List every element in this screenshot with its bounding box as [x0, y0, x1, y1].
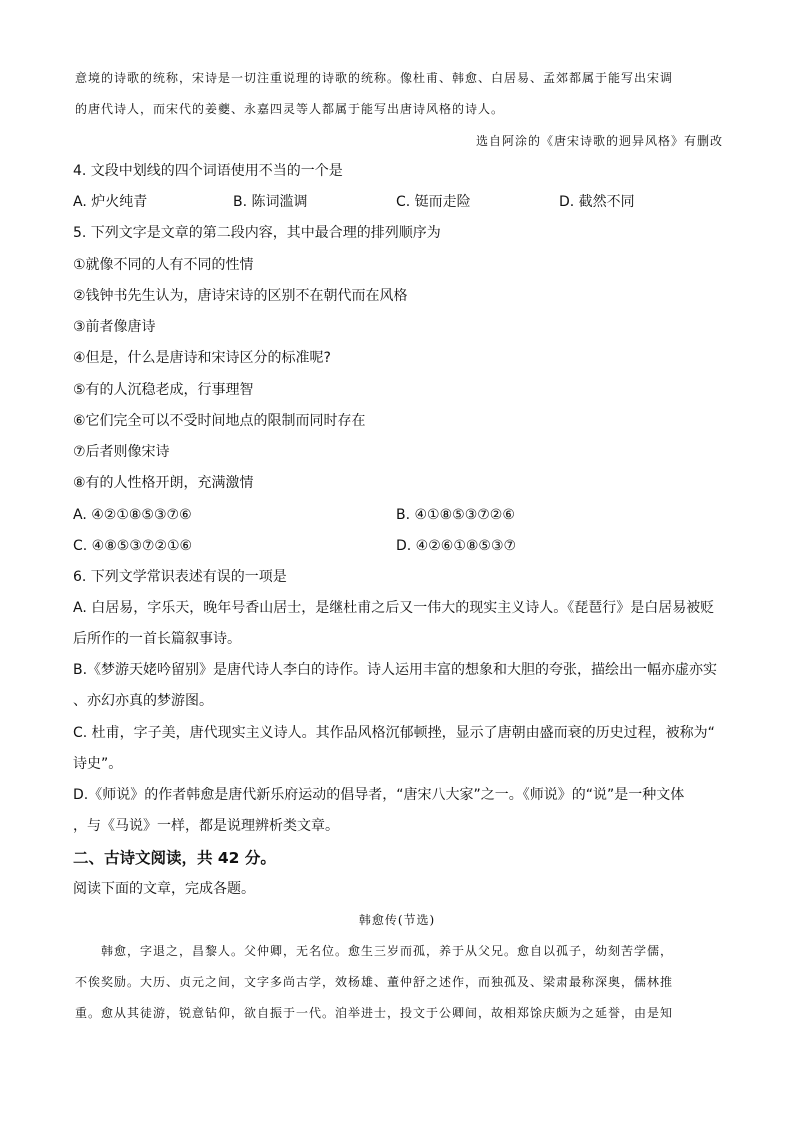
question-6-stem: 6. 下列文学常识表述有误的一项是 — [73, 569, 287, 585]
passage-line: 韩愈，字退之，昌黎人。父仲卿，无名位。愈生三岁而孤，养于从父兄。愈自以孤子，幼刻苦学儒， — [101, 944, 674, 958]
q4-option-c: C. 铤而走险 — [396, 194, 471, 210]
question-5-stem: 5. 下列文字是文章的第二段内容，其中最合理的排列顺序为 — [73, 225, 441, 241]
q4-option-b: B. 陈词滥调 — [233, 194, 308, 210]
section-instruction: 阅读下面的文章，完成各题。 — [73, 881, 255, 897]
passage-line: 意境的诗歌的统称，宋诗是一切注重说理的诗歌的统称。像杜甫、韩愈、白居易、孟郊都属于能写出宋调 — [75, 71, 674, 85]
passage-line: 重。愈从其徒游，锐意钻仰，欲自振于一代。洎举进士，投文于公卿间，故相郑馀庆颇为之延誉，由是知 — [75, 1006, 674, 1020]
q5-option-a: A. ④②①⑧⑤③⑦⑥ — [73, 507, 192, 523]
q5-option-c: C. ④⑧⑤③⑦②①⑥ — [73, 538, 193, 554]
q6-line: ，与《马说》一样，都是说理辨析类文章。 — [73, 818, 339, 834]
section-heading: 二、古诗文阅读，共 42 分。 — [73, 849, 276, 867]
q6-line: 后所作的一首长篇叙事诗。 — [73, 631, 241, 647]
q5-item: ①就像不同的人有不同的性情 — [73, 257, 254, 273]
q6-line: B.《梦游天姥吟留别》是唐代诗人李白的诗作。诗人运用丰富的想象和大胆的夸张，描绘出一幅亦虚亦实 — [73, 662, 718, 678]
q5-option-b: B. ④①⑧⑤③⑦②⑥ — [396, 507, 515, 523]
q4-option-d: D. 截然不同 — [559, 194, 635, 210]
q5-item: ⑧有的人性格开朗，充满激情 — [73, 475, 254, 491]
q5-item: ⑦后者则像宋诗 — [73, 444, 170, 460]
q6-line: 诗史”。 — [73, 756, 123, 772]
q5-item: ②钱钟书先生认为，唐诗宋诗的区别不在朝代而在风格 — [73, 288, 408, 304]
passage-line: 不俟奖励。大历、贞元之间，文字多尚古学，效杨雄、董仲舒之述作，而独孤及、梁肃最称深奥，儒林推 — [75, 975, 674, 989]
q5-item: ⑥它们完全可以不受时间地点的限制而同时存在 — [73, 413, 366, 429]
q6-line: D.《师说》的作者韩愈是唐代新乐府运动的倡导者，“唐宋八大家”之一。《师说》的“说”是一种文体 — [73, 787, 685, 803]
passage-title: 韩愈传(节选) — [358, 913, 436, 927]
passage-line: 的唐代诗人，而宋代的姜夔、永嘉四灵等人都属于能写出唐诗风格的诗人。 — [75, 102, 505, 116]
q6-line: A. 白居易，字乐天，晚年号香山居士，是继杜甫之后又一伟大的现实主义诗人。《琵琶行》是白居易被贬 — [73, 600, 715, 616]
question-4-stem: 4. 文段中划线的四个词语使用不当的一个是 — [73, 163, 343, 179]
q5-item: ③前者像唐诗 — [73, 319, 156, 335]
q6-line: 、亦幻亦真的梦游图。 — [73, 693, 213, 709]
q5-item: ⑤有的人沉稳老成，行事理智 — [73, 382, 254, 398]
source-note: 选自阿涂的《唐宋诗歌的迥异风格》有删改 — [475, 134, 723, 148]
q4-option-a: A. 炉火纯青 — [73, 194, 148, 210]
q6-line: C. 杜甫，字子美，唐代现实主义诗人。其作品风格沉郁顿挫，显示了唐朝由盛而衰的历史过程，被称为“ — [73, 725, 715, 741]
q5-item: ④但是，什么是唐诗和宋诗区分的标准呢? — [73, 350, 331, 366]
q5-option-d: D. ④②⑥①⑧⑤③⑦ — [396, 538, 517, 554]
